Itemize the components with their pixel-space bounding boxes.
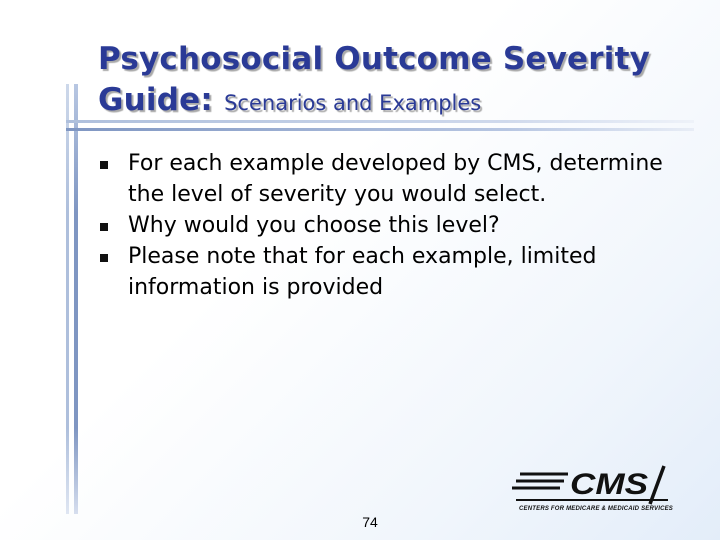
bullet-text: Please note that for each example, limited information is provided (128, 244, 597, 300)
bullet-item (100, 210, 680, 241)
cms-logo (512, 462, 672, 528)
decorative-vertical-line-inner (74, 84, 78, 514)
title-subtitle: Scenarios and Examples (224, 91, 482, 115)
bullet-text: Why would you choose this level? (128, 213, 500, 238)
title-prefix: Guide: (98, 82, 213, 118)
bullet-item (100, 241, 680, 303)
decorative-horizontal-line-bottom (66, 128, 694, 131)
bullet-list (100, 148, 680, 303)
bullet-text: For each example developed by CMS, determine the level of severity you would select. (128, 151, 663, 207)
square-bullet-icon (100, 223, 108, 231)
decorative-vertical-line-outer (66, 84, 69, 514)
square-bullet-icon (100, 254, 108, 262)
square-bullet-icon (100, 161, 108, 169)
title-main: Psychosocial Outcome Severity (98, 41, 651, 77)
page-number: 74 (362, 514, 378, 530)
slide-title (98, 38, 698, 123)
bullet-item (100, 148, 680, 210)
cms-logo-caption: CENTERS FOR MEDICARE & MEDICAID SERVICES (519, 506, 674, 512)
cms-logo-text: CMS (570, 468, 648, 501)
